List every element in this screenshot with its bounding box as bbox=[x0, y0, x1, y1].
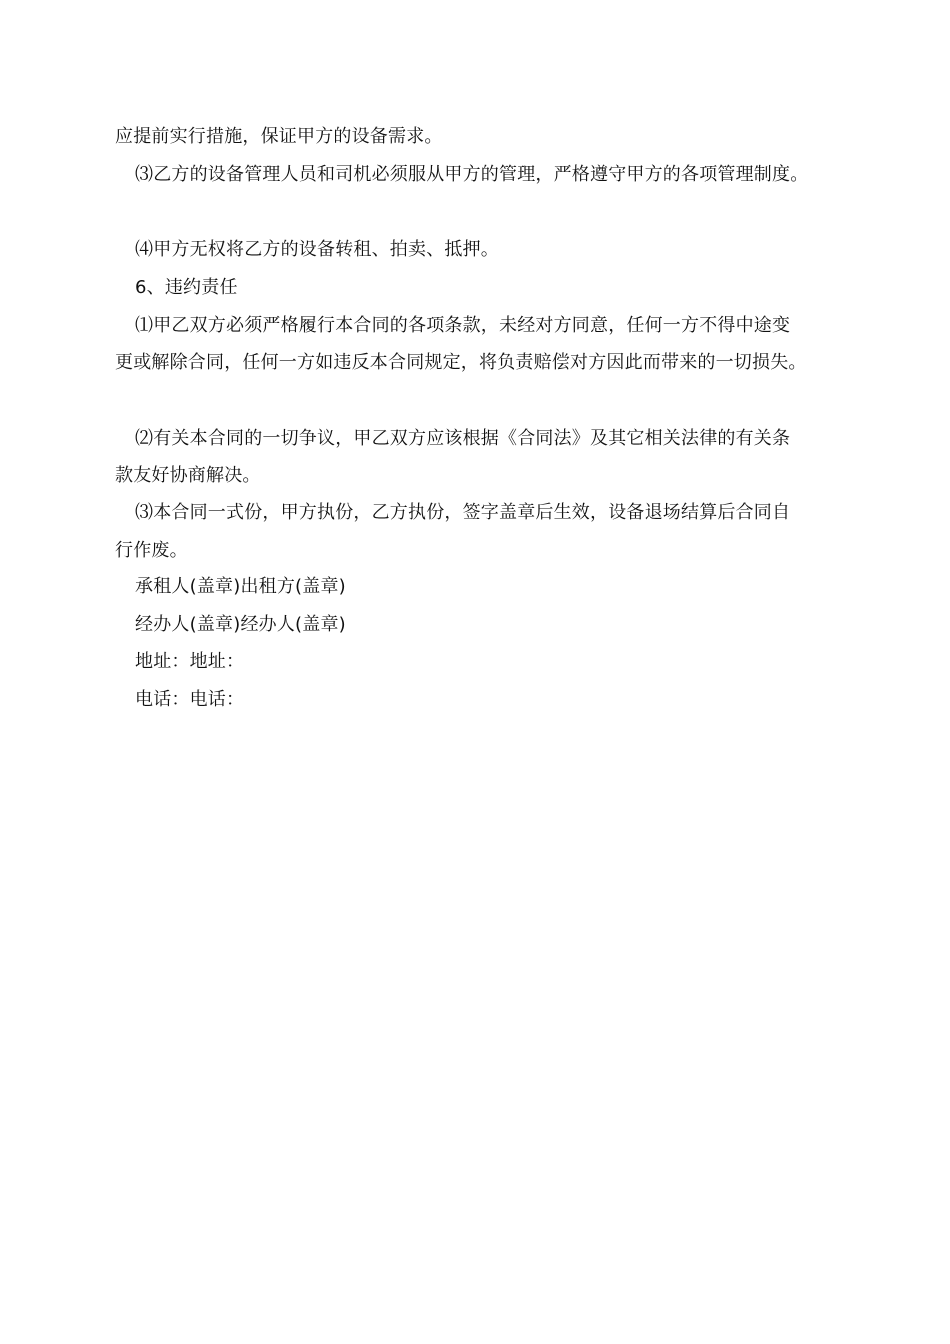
liability-clause-2-line-1: ⑵有关本合同的一切争议，甲乙双方应该根据《合同法》及其它相关法律的有关条 bbox=[135, 428, 791, 449]
clause-4-no-sublease: ⑷甲方无权将乙方的设备转租、拍卖、抵押。 bbox=[135, 239, 499, 260]
liability-clause-1-line-2: 更或解除合同，任何一方如违反本合同规定，将负责赔偿对方因此而带来的一切损失。 bbox=[115, 352, 807, 373]
section-heading-liability: 6、违约责任 bbox=[135, 277, 238, 298]
signature-agents: 经办人(盖章)经办人(盖章) bbox=[135, 614, 346, 635]
liability-clause-3-line-1: ⑶本合同一式份，甲方执份，乙方执份，签字盖章后生效，设备退场结算后合同自 bbox=[135, 502, 791, 523]
signature-address: 地址：地址： bbox=[135, 651, 245, 672]
liability-clause-1-line-1: ⑴甲乙双方必须严格履行本合同的各项条款，未经对方同意，任何一方不得中途变 bbox=[135, 315, 791, 336]
signature-parties: 承租人(盖章)出租方(盖章) bbox=[135, 576, 346, 597]
clause-3-management: ⑶乙方的设备管理人员和司机必须服从甲方的管理，严格遵守甲方的各项管理制度。 bbox=[135, 164, 809, 185]
paragraph-continuation: 应提前实行措施，保证甲方的设备需求。 bbox=[115, 126, 443, 147]
signature-phone: 电话：电话： bbox=[135, 689, 245, 710]
liability-clause-3-line-2: 行作废。 bbox=[115, 540, 188, 561]
liability-clause-2-line-2: 款友好协商解决。 bbox=[115, 465, 261, 486]
